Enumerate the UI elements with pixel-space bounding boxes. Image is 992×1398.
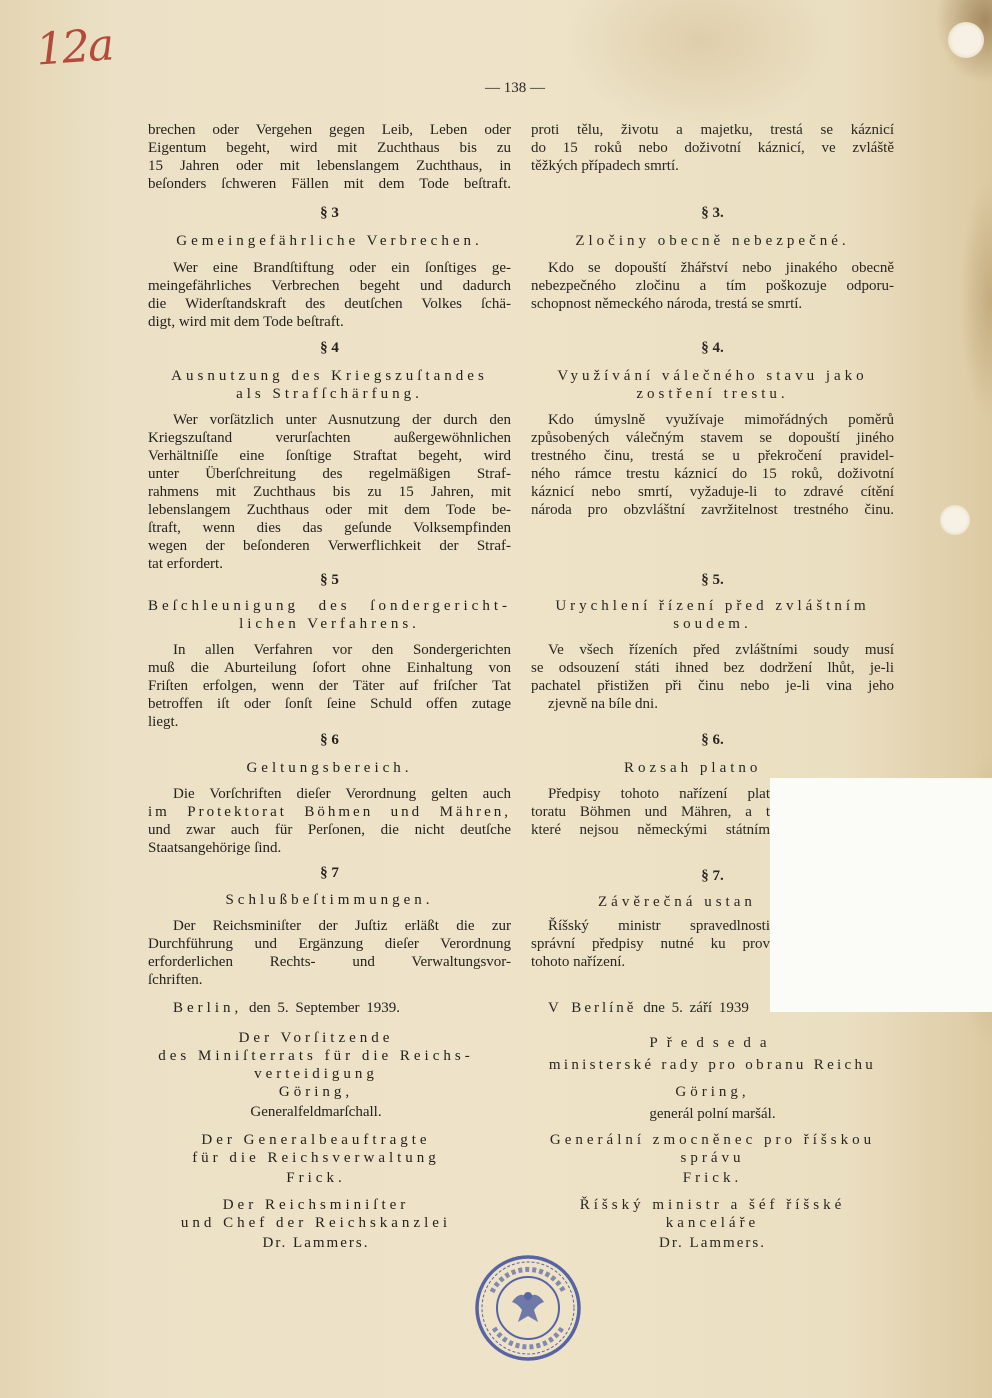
paragraph-line: Die Vorſchriften dieſer Verordnung gelten auch [173,786,511,802]
paragraph-line: unter Überſchreitung des regelmäßigen Straf- [148,466,511,482]
section-title: soudem. [673,616,752,632]
paragraph-line: Staatsangehörige ſind. [148,840,282,856]
paragraph-line: Der Reichsminiſter der Juſtiz erläßt die zur [173,918,511,934]
section-number: § 7 [320,865,339,881]
signature-line: Říšský ministr a šéf říšské [579,1197,846,1213]
section-number: § 6. [701,732,724,748]
signature-line: und Chef der Reichskanzlei [180,1215,452,1231]
paragraph-line: In allen Verfahren vor den Sondergerichten [173,642,511,658]
paragraph-line: které nejsou německými státním [531,822,770,838]
section-number: § 5. [701,572,724,588]
punch-hole [940,505,970,535]
signature-line: Předseda [649,1035,776,1051]
paragraph-line: ſchriften. [148,972,203,988]
signature-line: für die Reichsverwaltung [192,1150,440,1166]
paragraph-line: lebenslangem Zuchthaus oder mit dem Tode be- [148,502,511,518]
paragraph-line: ného rámce trestu káznicí do 15 roků, doživotní [531,466,894,482]
paragraph-line: způsobených válečným stavem se dopouští jiného [531,430,894,446]
paragraph-line: 15 Jahren oder mit lebenslangem Zuchthaus, in [148,158,511,174]
signature-line: Der Generalbeauftragte [201,1132,431,1148]
section-title: Závěrečná ustan [598,894,756,910]
paragraph-line: nebezpečného zločinu a tím poškozuje odporu- [531,278,894,294]
paragraph-line: und zwar auch für Perſonen, die nicht deutſche [148,822,511,838]
section-number: § 4 [320,340,339,356]
paragraph-line: Wer vorſätzlich unter Ausnutzung der durch den [173,412,511,428]
paragraph-line: tat erfordert. [148,556,223,572]
section-number: § 7. [701,868,724,884]
paragraph-line: beſonders ſchweren Fällen mit dem Tode beſtraft. [148,176,511,192]
paragraph-line: Říšský ministr spravedlnosti [548,918,770,934]
paragraph-line: trestného činu, trestá se u překročení pravidel- [531,448,894,464]
paragraph-line: liegt. [148,714,179,730]
paragraph-line: die Widerſtandskraft des deutſchen Volkes ſchä- [148,296,511,312]
paragraph-line: schopnost německého národa, trestá se smrtí. [531,296,803,312]
paragraph-line: Kdo úmyslně využívaje mimořádných poměrů [548,412,894,428]
paragraph-line: pachatel přistižen při činu nebo je-li vina jeho [531,678,894,694]
paragraph-line: do 15 roků nebo doživotní káznicí, ve zvláště [531,140,894,156]
section-title: Využívání válečného stavu jako [557,368,868,384]
paragraph-line: toratu Böhmen und Mähren, a t [531,804,770,820]
section-title: zostření trestu. [636,386,789,402]
signature-name: Göring, [278,1084,354,1100]
section-number: § 3. [701,205,724,221]
paragraph-line: Ve všech řízeních před zvláštními soudy musí [548,642,894,658]
paragraph-line: Eigentum begeht, wird mit Zuchthaus bis zu [148,140,511,156]
paragraph-line: národa pro obzvláštní zavržitelnost trestného činu. [531,502,894,518]
section-title: Ausnutzung des Kriegszuſtandes [171,368,488,384]
section-number: § 5 [320,572,339,588]
section-title: lichen Verfahrens. [239,616,420,632]
section-title: Rozsah platno [624,760,762,776]
paragraph-line: muß die Aburteilung ſofort ohne Einhaltung von [148,660,511,676]
section-title: Gemeingefährliche Verbrechen. [176,233,483,249]
signature-name: Göring, [675,1084,750,1100]
paragraph-line: meingefährliches Verbrechen begeht und dadurch [148,278,511,294]
paragraph-line: wegen der beſonderen Verwerflichkeit der Straf- [148,538,511,554]
official-stamp [472,1252,584,1364]
signature-name: Dr. Lammers. [262,1235,370,1251]
paragraph-line: ſtraft, wenn dies das geſunde Volksempfinden [148,520,511,536]
signature-line: správu [680,1150,745,1166]
paragraph-line: rahmens mit Zuchthaus bis zu 15 Jahren, mit [148,484,511,500]
paragraph-line: tohoto nařízení. [531,954,626,970]
signature-line: Generální zmocněnec pro říšskou [549,1132,876,1148]
place: Berlin, [173,1000,243,1016]
signature-name: Dr. Lammers. [659,1235,766,1251]
signature-title: Generalfeldmarſchall. [250,1104,382,1120]
signature-name: Frick. [682,1170,743,1186]
paragraph-line: zjevně na bíle dni. [548,696,658,712]
signature-line: kanceláře [665,1215,760,1231]
signature-line: des Miniſterrats für die Reichs- [158,1048,474,1064]
section-number: § 4. [701,340,724,356]
paragraph-line: betroffen iſt oder ſonſt ſeine Schuld offen zutage [148,696,511,712]
section-number: § 3 [320,205,339,221]
redaction-box [770,778,992,1012]
paragraph-line: Předpisy tohoto nařízení plat [548,786,770,802]
page-number: — 138 — [485,80,545,96]
signature-title: generál polní maršál. [649,1106,776,1122]
paragraph-line: Kdo se dopouští žhářství nebo jinakého obecně [548,260,894,276]
paragraph-line: erforderlichen Rechts- und Verwaltungsvor- [148,954,511,970]
place: V Berlíně [548,1000,637,1016]
date: dne 5. září 1939 [643,1000,749,1016]
section-title: Beſchleunigung des ſondergericht- [148,598,511,614]
paragraph-line: Wer eine Brandſtiftung oder ein ſonſtiges ge- [173,260,511,276]
paragraph-line: se odsouzení státi ihned bez dodržení lhůt, je-li [531,660,894,676]
punch-hole [948,22,984,58]
section-number: § 6 [320,732,339,748]
paragraph-line: Friſten erfolgen, wenn der Täter auf friſcher Tat [148,678,511,694]
section-title: Schlußbeſtimmungen. [225,892,434,908]
date: den 5. September 1939. [249,1000,401,1016]
section-title: Zločiny obecně nebezpečné. [575,233,850,249]
paragraph-line: im Protektorat Böhmen und Mähren, [148,804,511,820]
signature-line: Der Vorſitzende [238,1030,394,1046]
place-date [148,999,511,1017]
paragraph-line: těžkých případech smrtí. [531,158,679,174]
section-title: Urychlení řízení před zvláštním [555,598,870,614]
paragraph-line: brechen oder Vergehen gegen Leib, Leben oder [148,122,511,138]
section-title: Geltungsbereich. [246,760,413,776]
handwritten-annotation: 12a [34,19,114,76]
signature-line: verteidigung [254,1066,378,1082]
section-title: als Strafſchärfung. [236,386,423,402]
paragraph-line: digt, wird mit dem Tode beſtraft. [148,314,344,330]
paragraph-line: káznicí nebo smrtí, vyžaduje-li to zdravé cítění [531,484,894,500]
paragraph-line: proti tělu, životu a majetku, trestá se káznicí [531,122,894,138]
signature-line: ministerské rady pro obranu Reichu [548,1057,877,1073]
paragraph-line: Verhältniſſe eine ſonſtige Straftat begeht, wird [148,448,511,464]
signature-line: Der Reichsminiſter [222,1197,410,1213]
paragraph-line: Kriegszuſtand verurſachten außergewöhnlichen [148,430,511,446]
signature-name: Frick. [286,1170,346,1186]
paragraph-line: správní předpisy nutné ku prov [531,936,770,952]
paragraph-line: Durchführung und Ergänzung dieſer Verordnung [148,936,511,952]
